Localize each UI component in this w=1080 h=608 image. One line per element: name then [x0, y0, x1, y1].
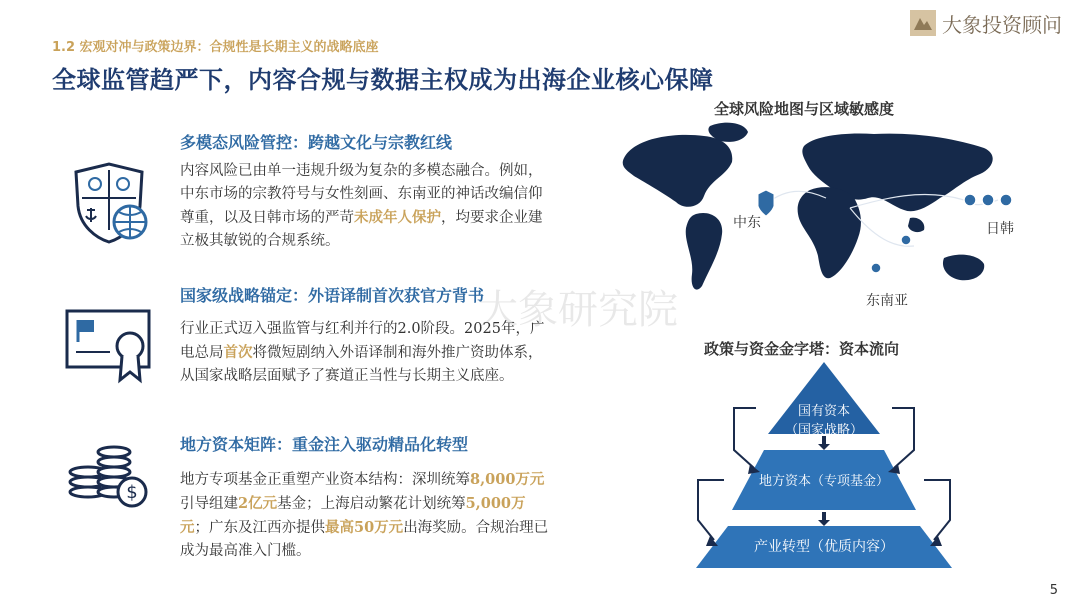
- block-title-local-capital: 地方资本矩阵：重金注入驱动精品化转型: [180, 435, 469, 454]
- section-label: 1.2 宏观对冲与政策边界：合规性是长期主义的战略底座: [52, 40, 379, 55]
- block-body-multimodal: 内容风险已由单一违规升级为复杂的多模态融合。例如，中东市场的宗教符号与女性刻画、东南亚的神话改编信仰尊重，以及日韩市场的严苛未成年人保护，均要求企业建立极其敏锐的合规系统。: [180, 163, 543, 249]
- page-number: 5: [1049, 583, 1058, 598]
- pyramid-tier-local-capital: 地方资本（专项基金）: [758, 474, 889, 489]
- highlight-first-time: 首次: [223, 344, 253, 361]
- svg-text:$: $: [126, 482, 138, 503]
- map-label-middle-east: 中东: [733, 215, 761, 231]
- block-title-national-strategy: 国家级战略锚定：外语译制首次获官方背书: [180, 286, 485, 305]
- map-title: 全球风险地图与区域敏感度: [714, 100, 895, 118]
- highlight-minor-protection: 未成年人保护: [354, 209, 441, 226]
- coins-dollar-icon: [66, 440, 152, 514]
- pyramid-tier-industry-transform: 产业转型（优质内容）: [754, 539, 894, 555]
- company-logo: [910, 8, 1062, 38]
- map-label-japan-korea: 日韩: [986, 221, 1014, 237]
- pyramid-title: 政策与资金金字塔：资本流向: [704, 340, 900, 358]
- certificate-icon: [64, 308, 156, 388]
- block-body-national-strategy: 行业正式迈入强监管与红利并行的2.0阶段。2025年，广电总局首次将微短剧纳入外语译制和海外推广资助体系，从国家战略层面赋予了赛道正当性与长期主义底座。: [180, 321, 545, 384]
- block-body-local-capital: 地方专项基金正重塑产业资本结构：深圳统筹8,000万元引导组建2亿元基金；上海启动繁花计划统筹5,000万元；广东及江西亦提供最高50万元出海奖励。合规治理已成为最高准入门槛。: [180, 471, 549, 559]
- logo-mark-icon: [910, 10, 936, 36]
- logo-text: 大象投资顾问: [942, 12, 1062, 37]
- world-risk-map: [614, 118, 1034, 322]
- shield-culture-icon: [66, 160, 152, 250]
- pyramid-tier-state-capital: 国有资本 （国家战略）: [784, 404, 863, 438]
- block-title-multimodal: 多模态风险管控：跨越文化与宗教红线: [180, 133, 453, 152]
- map-label-southeast-asia: 东南亚: [866, 293, 908, 309]
- watermark: 大象研究院: [478, 287, 678, 333]
- page-title: 全球监管趋严下，内容合规与数据主权成为出海企业核心保障: [52, 66, 714, 94]
